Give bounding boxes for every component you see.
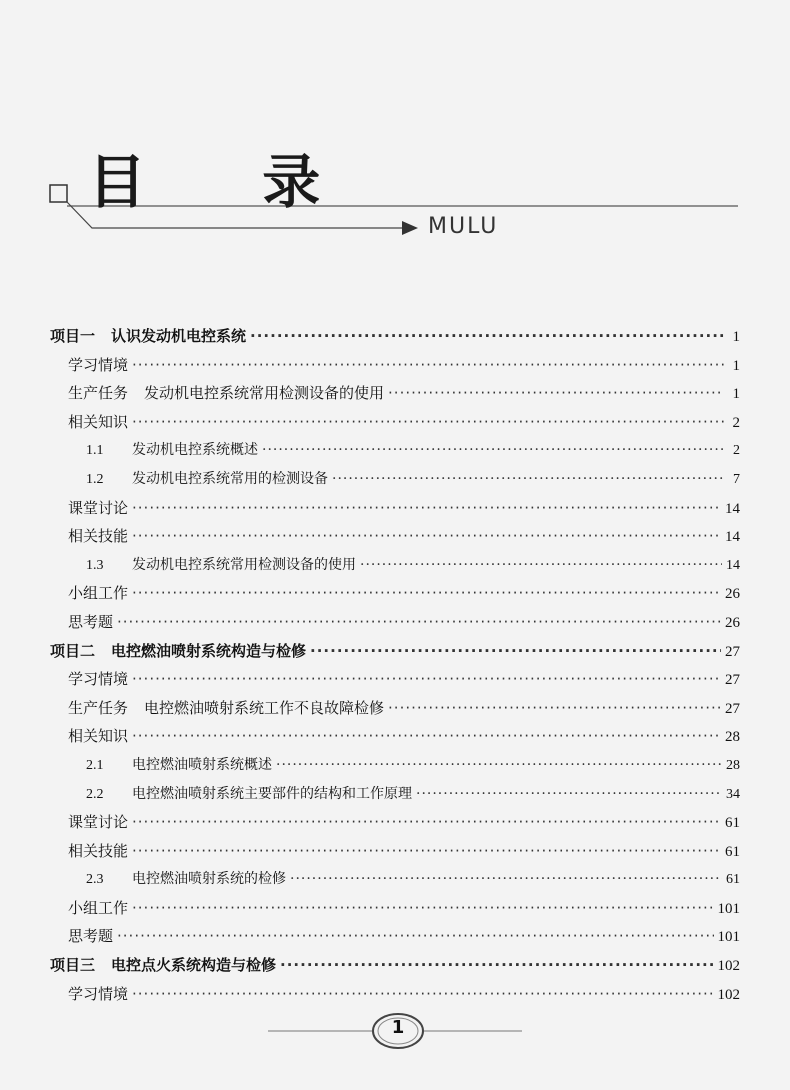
toc-entry-title: 发动机电控系统常用检测设备的使用 [132,556,356,573]
toc-entry-title: 电控燃油喷射系统工作不良故障检修 [144,698,385,717]
toc-entry-page: 101 [717,929,740,946]
toc-entry-page: 1 [732,329,740,345]
toc-leader-dots [416,780,722,809]
page-header [0,0,790,260]
toc-entry-page: 28 [726,757,740,773]
toc-leader-dots [290,865,722,894]
toc-entry[interactable] [50,722,740,751]
toc-entry-label: 生产任务 [68,698,129,717]
toc-entry-page: 1 [732,357,740,374]
toc-entry-title: 认识发动机电控系统 [111,327,247,345]
toc-entry-page: 101 [717,900,740,917]
toc-entry-page: 61 [725,843,740,860]
toc-entry-title: 电控点火系统构造与检修 [111,956,277,975]
toc-entry[interactable] [50,837,740,866]
toc-entry-label: 学习情境 [68,984,129,1003]
toc-entry-title: 发动机电控系统概述 [132,442,258,459]
toc-entry-label: 小组工作 [68,584,129,603]
toc-entry-page: 14 [725,500,740,517]
toc-entry[interactable] [50,694,740,723]
toc-entry-title: 电控燃油喷射系统的检修 [132,871,286,888]
toc-leader-dots [250,322,724,351]
toc-entry[interactable] [50,351,740,380]
toc-entry[interactable] [50,637,740,666]
toc-leader-dots [117,608,721,637]
toc-entry-title: 发动机电控系统常用检测设备的使用 [144,384,385,403]
toc-leader-dots [388,379,724,408]
toc-entry[interactable] [50,780,740,809]
page-number: 1 [391,1017,405,1038]
toc-entry[interactable] [50,494,740,523]
toc-leader-dots [132,894,713,923]
toc-entry-page: 14 [725,529,740,546]
page-subtitle: MULU [428,214,499,239]
toc-leader-dots [132,494,721,523]
toc-entry[interactable] [50,551,740,580]
toc-leader-dots [132,722,721,751]
toc-entry[interactable] [50,865,740,894]
toc-entry-page: 7 [733,471,740,487]
toc-leader-dots [132,522,721,551]
toc-entry-page: 27 [725,700,740,717]
toc-entry-label: 课堂讨论 [68,813,129,832]
toc-leader-dots [276,751,722,780]
toc-leader-dots [360,551,722,580]
header-decoration [0,0,790,260]
toc-leader-dots [280,951,713,980]
toc-entry[interactable] [50,436,740,465]
toc-leader-dots [132,351,724,380]
toc-entry-page: 2 [733,443,740,459]
toc-entry[interactable] [50,922,740,951]
toc-entry-label: 项目三 [50,956,96,975]
toc-entry-label: 2.3 [86,872,104,888]
toc-entry-page: 28 [725,729,740,746]
toc-entry-page: 102 [717,986,740,1003]
toc-entry-label: 2.2 [86,786,104,802]
toc-entry-label: 相关知识 [68,727,129,746]
toc-entry[interactable] [50,379,740,408]
toc-entry-label: 相关技能 [68,841,129,860]
toc-entry[interactable] [50,408,740,437]
table-of-contents [50,322,740,1008]
toc-leader-dots [310,637,721,666]
toc-entry[interactable] [50,951,740,980]
toc-entry-label: 相关知识 [68,412,129,431]
toc-entry[interactable] [50,322,740,351]
toc-entry-page: 26 [725,614,740,631]
toc-entry-label: 生产任务 [68,384,129,403]
toc-leader-dots [132,808,721,837]
toc-entry-page: 102 [717,958,740,975]
toc-entry-label: 思考题 [68,612,114,631]
toc-entry-title: 电控燃油喷射系统主要部件的结构和工作原理 [132,785,412,802]
toc-leader-dots [132,837,721,866]
toc-entry-label: 相关技能 [68,527,129,546]
toc-entry-page: 14 [726,557,740,573]
toc-entry-label: 项目二 [50,641,96,660]
toc-entry-page: 2 [732,414,740,431]
toc-entry[interactable] [50,579,740,608]
toc-entry[interactable] [50,465,740,494]
toc-entry-label: 1.1 [86,443,104,459]
toc-entry[interactable] [50,522,740,551]
toc-leader-dots [132,579,721,608]
toc-entry-label: 思考题 [68,927,114,946]
toc-entry-page: 27 [725,672,740,689]
toc-leader-dots [332,465,724,494]
toc-entry-label: 小组工作 [68,898,129,917]
toc-entry-label: 学习情境 [68,670,129,689]
toc-entry-label: 1.2 [86,471,104,487]
toc-entry-page: 26 [725,586,740,603]
toc-entry[interactable] [50,608,740,637]
toc-entry-page: 61 [725,815,740,832]
toc-entry-label: 学习情境 [68,355,129,374]
toc-entry-page: 27 [725,643,740,660]
toc-leader-dots [388,694,721,723]
toc-entry-title: 发动机电控系统常用的检测设备 [132,470,328,487]
toc-entry-page: 1 [732,386,740,403]
page-footer [0,1000,790,1070]
toc-entry[interactable] [50,665,740,694]
toc-entry[interactable] [50,894,740,923]
toc-entry[interactable] [50,808,740,837]
toc-leader-dots [132,408,724,437]
toc-entry[interactable] [50,751,740,780]
toc-leader-dots [117,922,713,951]
toc-entry-title: 电控燃油喷射系统构造与检修 [111,641,307,660]
toc-leader-dots [262,436,724,465]
toc-entry-page: 34 [726,786,740,802]
toc-entry-title: 电控燃油喷射系统概述 [132,756,272,773]
page-title: 目 录 [88,148,369,216]
toc-leader-dots [132,665,721,694]
toc-entry-label: 项目一 [50,327,96,345]
toc-entry-page: 61 [726,872,740,888]
toc-entry-label: 1.3 [86,557,104,573]
toc-entry-label: 2.1 [86,757,104,773]
toc-entry-label: 课堂讨论 [68,498,129,517]
